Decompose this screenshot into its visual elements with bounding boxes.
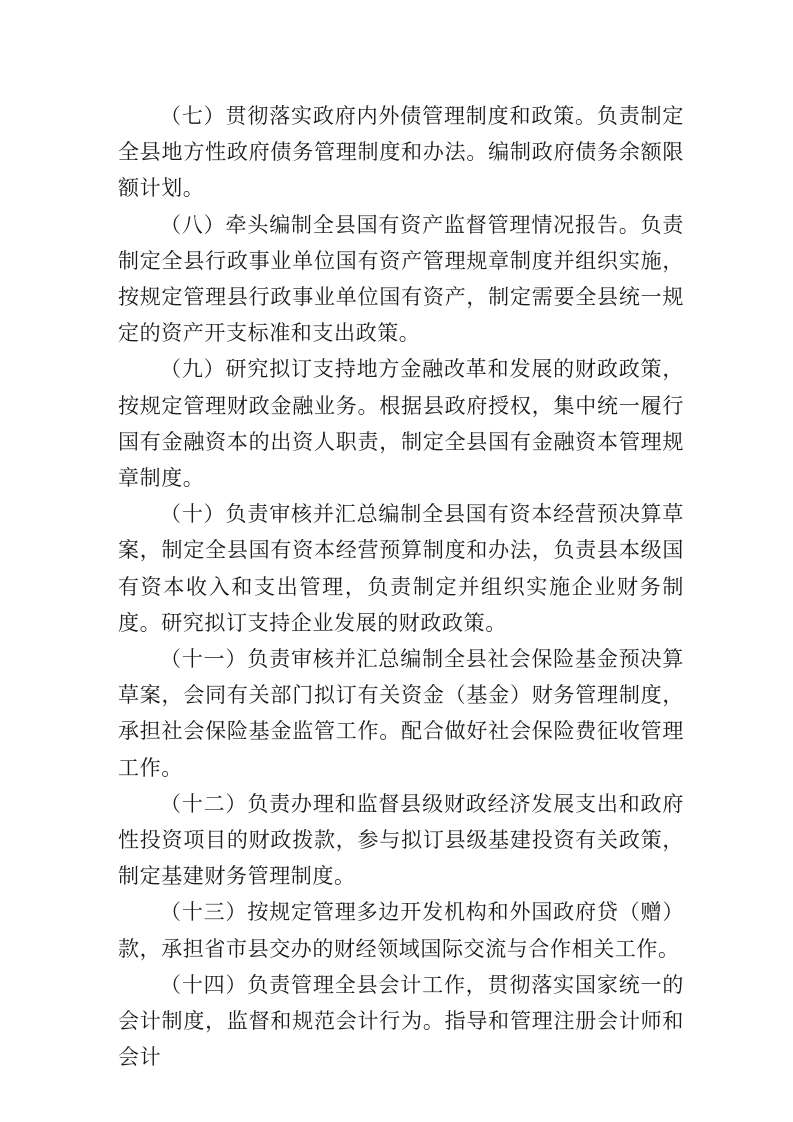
paragraph-7: （七）贯彻落实政府内外债管理制度和政策。负责制定全县地方性政府债务管理制度和办法。编制政府债务余额限额计划。 [118, 104, 684, 201]
document-body [118, 98, 684, 1075]
paragraph-11: （十一）负责审核并汇总编制全县社会保险基金预决算草案，会同有关部门拟订有关资金（基金）财务管理制度，承担社会保险基金监管工作。配合做好社会保险费征收管理工作。 [118, 647, 684, 780]
paragraph-13: （十三）按规定管理多边开发机构和外国政府贷（赠）款，承担省市县交办的财经领域国际交流与合作相关工作。 [118, 900, 684, 961]
paragraph-14: （十四）负责管理全县会计工作，贯彻落实国家统一的会计制度，监督和规范会计行为。指导和管理注册会计师和会计 [118, 972, 684, 1070]
paragraph-9: （九）研究拟订支持地方金融改革和发展的财政政策，按规定管理财政金融业务。根据县政府授权，集中统一履行国有金融资本的出资人职责，制定全县国有金融资本管理规章制度。 [118, 357, 684, 491]
paragraph-12: （十二）负责办理和监督县级财政经济发展支出和政府性投资项目的财政拨款，参与拟订县级基建投资有关政策，制定基建财务管理制度。 [118, 791, 684, 889]
paragraph-8: （八）牵头编制全县国有资产监督管理情况报告。负责制定全县行政事业单位国有资产管理规章制度并组织实施，按规定管理县行政事业单位国有资产，制定需要全县统一规定的资产开支标准和支出政策。 [118, 212, 684, 346]
paragraph-10: （十）负责审核并汇总编制全县国有资本经营预决算草案，制定全县国有资本经营预算制度和办法，负责县本级国有资本收入和支出管理，负责制定并组织实施企业财务制度。研究拟订支持企业发展的财政政策。 [118, 502, 684, 635]
